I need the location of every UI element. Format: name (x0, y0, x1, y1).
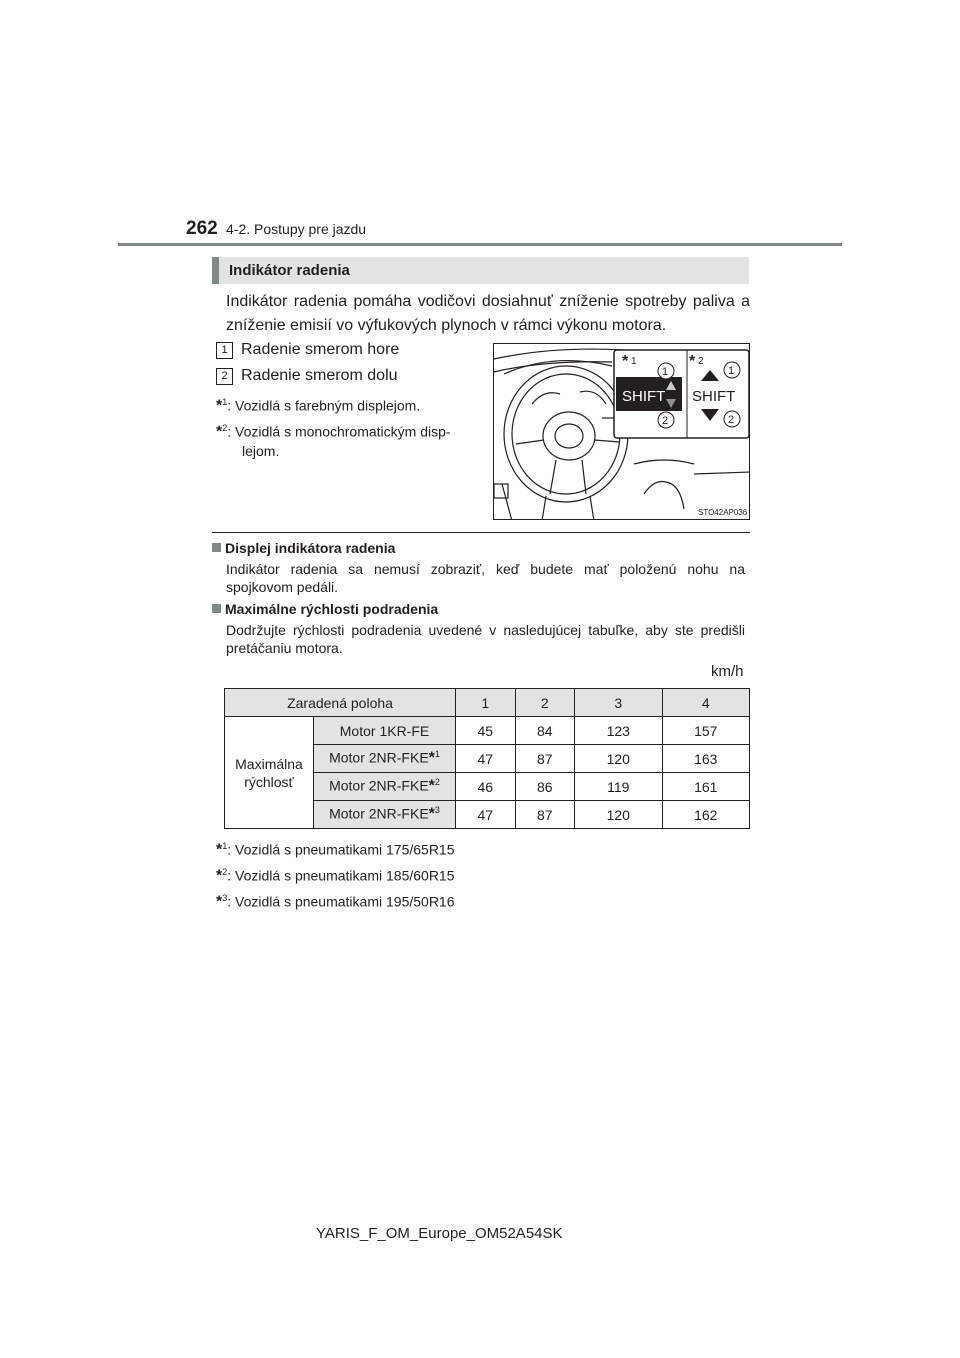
list-item-upshift (216, 341, 399, 359)
svg-text:1: 1 (631, 356, 637, 367)
illustration-code: STO42AP036 (698, 508, 748, 517)
section-divider (212, 532, 750, 533)
table-cell: 123 (575, 717, 662, 745)
speeds-paragraph: Dodržujte rýchlosti podradenia uvedené v nasledujúcej tabuľke, aby ste predišli pretáčaniu motora. (226, 622, 745, 656)
svg-text:*: * (622, 353, 629, 370)
table-cell: 45 (456, 717, 516, 745)
chapter-title: 4-2. Postupy pre jazdu (226, 221, 367, 237)
svg-text:1: 1 (662, 366, 669, 378)
number-1-icon: 1 (216, 342, 233, 359)
table-cell: 157 (662, 717, 750, 745)
svg-text:*: * (689, 353, 696, 370)
shift-text-mono: SHIFT (692, 388, 736, 405)
table-cell: 46 (456, 773, 516, 801)
table-cell: 47 (456, 745, 516, 773)
item-label: Radenie smerom hore (241, 341, 400, 358)
table-header-cell: 2 (515, 689, 575, 717)
document-footer: YARIS_F_OM_Europe_OM52A54SK (316, 1225, 563, 1242)
table-cell: 87 (515, 801, 575, 829)
table-row (225, 717, 750, 745)
shift-speed-table (224, 688, 750, 829)
engine-cell: Motor 2NR-FKE*$^1$ (314, 745, 456, 773)
svg-text:2: 2 (698, 356, 704, 367)
table-footnote-3: *$^3$: Vozidlá s pneumatikami 195/50R16 (216, 893, 455, 911)
display-paragraph: Indikátor radenia sa nemusí zobraziť, keď budete mať položenú nohu na spojkovom pedáli. (226, 561, 745, 595)
row-group-label: Maximálna rýchlosť (225, 717, 314, 829)
svg-text:2: 2 (662, 415, 669, 427)
subheading-speeds: Maximálne rýchlosti podradenia (212, 601, 438, 617)
engine-cell: Motor 1KR-FE (314, 717, 456, 745)
dashboard-illustration (493, 343, 750, 520)
square-bullet-icon (212, 604, 221, 613)
item-label: Radenie smerom dolu (241, 367, 398, 384)
footnote-mono-display: *$^2$: Vozidlá s monochromatickým disp- lejom. (216, 423, 451, 459)
section-title: Indikátor radenia (229, 262, 350, 279)
engine-cell: Motor 2NR-FKE*$^3$ (314, 801, 456, 829)
header-rule (118, 243, 842, 246)
table-cell: 162 (662, 801, 750, 829)
shift-text-color: SHIFT (622, 388, 666, 405)
table-cell: 119 (575, 773, 662, 801)
section-title-bar (212, 257, 749, 284)
table-footnote-1: *$^1$: Vozidlá s pneumatikami 175/65R15 (216, 841, 455, 859)
table-cell: 120 (575, 801, 662, 829)
table-cell: 47 (456, 801, 516, 829)
list-item-downshift (216, 367, 398, 385)
square-bullet-icon (212, 543, 221, 552)
table-header-cell: Zaradená poloha (225, 689, 456, 717)
table-cell: 120 (575, 745, 662, 773)
unit-label: km/h (711, 663, 744, 680)
number-2-icon: 2 (216, 368, 233, 385)
table-cell: 86 (515, 773, 575, 801)
svg-text:2: 2 (728, 414, 735, 426)
subheading-display: Displej indikátora radenia (212, 540, 395, 556)
table-header-cell: 3 (575, 689, 662, 717)
table-cell: 163 (662, 745, 750, 773)
table-header-cell: 4 (662, 689, 750, 717)
table-header-row (225, 689, 750, 717)
table-cell: 161 (662, 773, 750, 801)
table-footnote-2: *$^2$: Vozidlá s pneumatikami 185/60R15 (216, 867, 455, 885)
footnote-color-display: *$^1$: Vozidlá s farebným displejom. (216, 397, 421, 415)
table-cell: 84 (515, 717, 575, 745)
table-header-cell: 1 (456, 689, 516, 717)
table-cell: 87 (515, 745, 575, 773)
engine-cell: Motor 2NR-FKE*$^2$ (314, 773, 456, 801)
steering-wheel-shift-indicator-image (494, 344, 750, 520)
page-number: 262 (186, 218, 218, 239)
svg-text:1: 1 (728, 365, 735, 377)
intro-paragraph: Indikátor radenia pomáha vodičovi dosiahnuť zníženie spotreby paliva a zníženie emisií vo výfukových plynoch v rámci výkonu motora. (226, 293, 750, 334)
